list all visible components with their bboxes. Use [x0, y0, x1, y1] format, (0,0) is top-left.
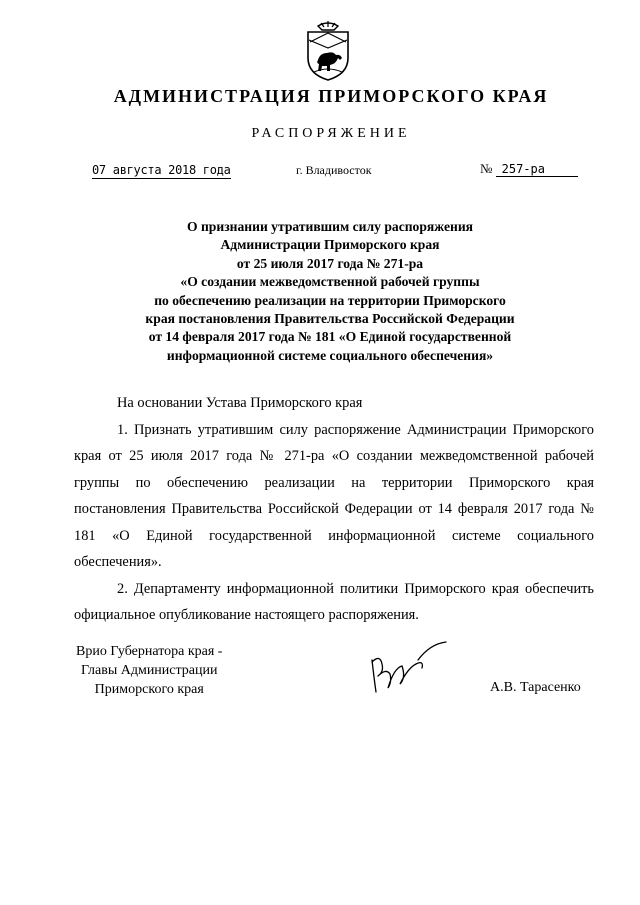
document-number — [480, 161, 578, 177]
signer-name: А.В. Тарасенко — [490, 680, 581, 695]
signatory-position — [76, 642, 222, 699]
subject-line: по обеспечению реализации на территории Приморского — [154, 292, 506, 308]
coat-of-arms-icon — [300, 20, 356, 82]
subject-line: от 14 февраля 2017 года № 181 «О Единой государственной — [148, 329, 512, 345]
subject-line: О признании утратившим силу распоряжения — [187, 219, 473, 234]
document-body — [74, 390, 594, 629]
organization-title: АДМИНИСТРАЦИЯ ПРИМОРСКОГО КРАЯ — [113, 86, 549, 106]
position-line: Главы Администрации — [80, 663, 218, 678]
document-city: г. Владивосток — [296, 163, 372, 177]
basis-paragraph: На основании Устава Приморского края — [117, 395, 363, 411]
document-type: РАСПОРЯЖЕНИЕ — [251, 126, 411, 141]
item-2-paragraph: 2. Департаменту информационной политики Приморского края обеспечить официальное опубликование настоящего распоряжения. — [74, 580, 594, 623]
number-value: 257-ра — [496, 162, 578, 177]
document-subject — [110, 218, 550, 365]
subject-line: от 25 июля 2017 года № 271-ра — [236, 255, 424, 271]
subject-line: Администрации Приморского края — [220, 237, 440, 253]
item-1-paragraph: 1. Признать утратившим силу распоряжение Администрации Приморского края от 25 июля 2017 года № 271-ра «О создании межведомственной рабочей группы по обеспечению реализации на территории Приморского края постановления Правительства Российской Федерации от 14 февраля 2017 года № 181 «О Единой государственной информационной системе социального обеспечения». — [74, 421, 594, 570]
handwritten-signature — [364, 638, 454, 700]
number-prefix: № — [480, 161, 493, 176]
subject-line: информационной системе социального обеспечения» — [166, 347, 494, 363]
subject-line: края постановления Правительства Российской Федерации — [145, 311, 515, 327]
document-date: 07 августа 2018 года — [92, 163, 231, 177]
subject-line: «О создании межведомственной рабочей группы — [180, 274, 480, 290]
position-line: Приморского края — [94, 682, 204, 697]
position-line: Врио Губернатора края - — [76, 644, 223, 659]
